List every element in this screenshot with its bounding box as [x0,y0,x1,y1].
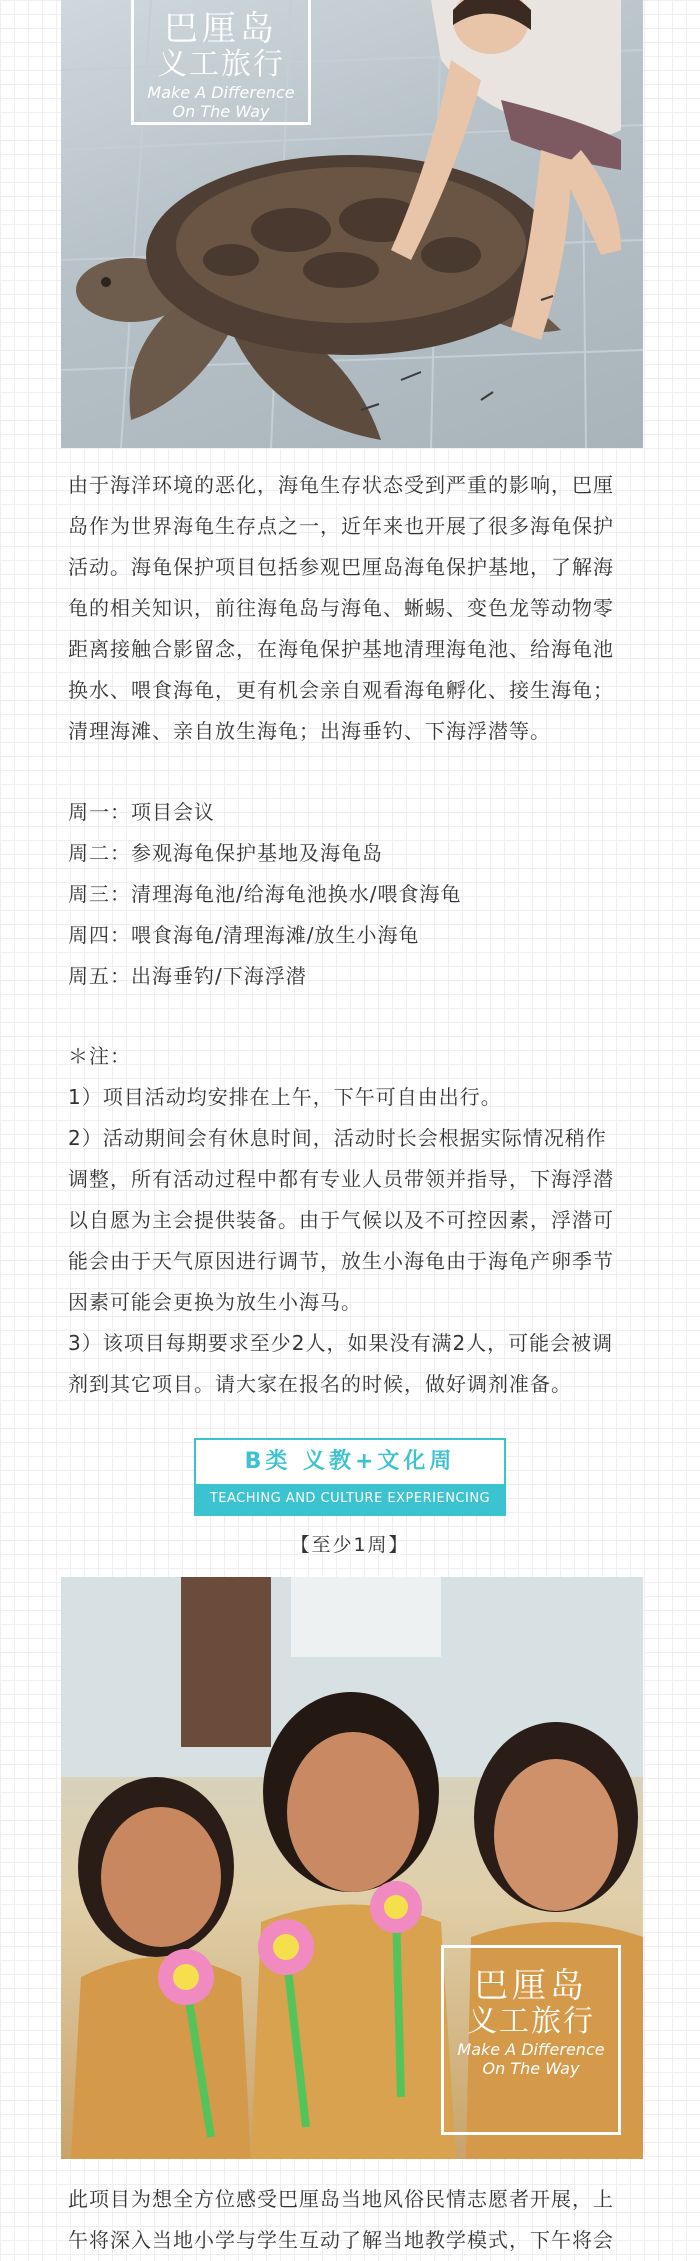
schedule-item-tuesday: 周二：参观海龟保护基地及海龟岛 [68,841,383,865]
section-b-duration: 【至少1周】 [290,1534,410,1556]
note-line: 因素可能会更换为放生小海马。 [68,1290,362,1314]
note-line: 调整，所有活动过程中都有专业人员带领并指导，下海浮潜 [68,1167,614,1191]
stamp-tagline-1: Make A Difference [457,2039,605,2059]
note-line: 剂到其它项目。请大家在报名的时候，做好调剂准备。 [68,1372,572,1396]
turtle-photo [61,0,643,448]
paragraph-line: 午将深入当地小学与学生互动了解当地教学模式，下午将会 [68,2228,614,2252]
note-line: 能会由于天气原因进行调节，放生小海龟由于海龟产卵季节 [68,1249,614,1273]
paragraph-line: 距离接触合影留念，在海龟保护基地清理海龟池、给海龟池 [68,637,614,661]
paragraph-line: 清理海滩、亲自放生海龟；出海垂钓、下海浮潜等。 [68,719,551,743]
paragraph-line: 由于海洋环境的恶化，海龟生存状态受到严重的影响，巴厘 [68,473,614,497]
notes-heading: ＊注： [68,1044,131,1068]
travel-logo-stamp [131,0,311,125]
schedule-item-monday: 周一：项目会议 [68,800,215,824]
paragraph-line: 活动。海龟保护项目包括参观巴厘岛海龟保护基地，了解海 [68,555,614,579]
weekly-schedule [68,792,643,997]
paragraph-line: 换水、喂食海龟，更有机会亲自观看海龟孵化、接生海龟； [68,678,614,702]
stamp-tagline-2: On The Way [482,2059,580,2079]
note-line: 2）活动期间会有休息时间，活动时长会根据实际情况稍作 [68,1126,607,1150]
section-b-title: B类 义教+文化周 [244,1449,456,1474]
paragraph-line: 龟的相关知识，前往海龟岛与海龟、蜥蜴、变色龙等动物零 [68,596,614,620]
stamp-subtitle: 义工旅行 [467,2004,595,2040]
stamp-tagline-2: On The Way [172,102,270,122]
turtle-project-description [68,465,643,752]
teaching-project-description [68,2179,643,2261]
stamp-title: 巴厘岛 [474,1966,588,2006]
note-line: 1）项目活动均安排在上午，下午可自由出行。 [68,1085,502,1109]
note-line: 3）该项目每期要求至少2人，如果没有满2人，可能会被调 [68,1331,614,1355]
travel-logo-stamp [441,1945,621,2135]
stamp-subtitle: 义工旅行 [157,47,285,83]
note-line: 以自愿为主会提供装备。由于气候以及不可控因素，浮潜可 [68,1208,614,1232]
paragraph-line: 此项目为想全方位感受巴厘岛当地风俗民情志愿者开展，上 [68,2187,614,2211]
stamp-tagline-1: Make A Difference [147,82,295,102]
section-b-subtitle: TEACHING AND CULTURE EXPERIENCING [196,1484,504,1514]
schedule-item-wednesday: 周三：清理海龟池/给海龟池换水/喂食海龟 [68,882,462,906]
paragraph-line: 岛作为世界海龟生存点之一，近年来也开展了很多海龟保护 [68,514,614,538]
schedule-item-thursday: 周四：喂食海龟/清理海滩/放生小海龟 [68,923,420,947]
children-photo [61,1577,643,2159]
project-notes [68,1036,643,1405]
section-b-banner [194,1438,506,1516]
stamp-title: 巴厘岛 [164,9,278,49]
schedule-item-friday: 周五：出海垂钓/下海浮潜 [68,964,307,988]
